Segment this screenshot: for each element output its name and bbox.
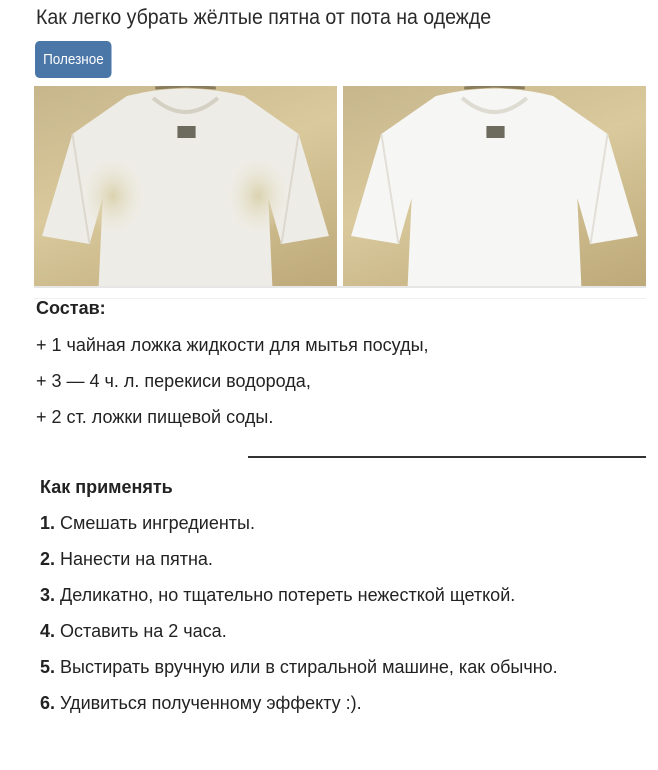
step-number: 2. — [40, 549, 56, 569]
list-item: + 2 ст. ложки пищевой соды. — [36, 407, 274, 427]
step-text: Выстирать вручную или в стиральной машине, как обычно. — [60, 657, 558, 677]
tshirt-image — [34, 86, 337, 286]
section-divider — [248, 456, 646, 458]
step-number: 6. — [40, 693, 56, 713]
step-number: 1. — [40, 513, 56, 533]
list-item: + 3 — 4 ч. л. перекиси водорода, — [36, 371, 311, 391]
step-text: Деликатно, но тщательно потереть нежесткой щеткой. — [60, 585, 516, 605]
step-item — [40, 613, 558, 649]
step-item — [40, 505, 558, 541]
step-item — [40, 649, 558, 685]
step-text: Смешать ингредиенты. — [60, 513, 255, 533]
step-number: 3. — [40, 585, 56, 605]
step-text: Оставить на 2 часа. — [60, 621, 227, 641]
step-item — [40, 685, 558, 721]
step-number: 5. — [40, 657, 56, 677]
category-tag[interactable]: Полезное — [35, 41, 112, 78]
photo-before[interactable] — [34, 86, 337, 286]
article-title: Как легко убрать жёлтые пятна от пота на одежде — [36, 6, 492, 29]
photo-divider — [34, 286, 646, 299]
ingredients-list — [36, 327, 429, 435]
ingredients-heading: Состав: — [36, 298, 106, 318]
step-text: Нанести на пятна. — [60, 549, 213, 569]
step-text: Удивиться полученному эффекту :). — [60, 693, 362, 713]
photo-after[interactable] — [343, 86, 646, 286]
list-item: + 1 чайная ложка жидкости для мытья посуды, — [36, 335, 429, 355]
step-number: 4. — [40, 621, 56, 641]
tshirt-image — [343, 86, 646, 286]
usage-heading: Как применять — [40, 477, 173, 497]
usage-steps — [40, 505, 558, 721]
step-item — [40, 577, 558, 613]
photo-gallery — [34, 86, 646, 286]
step-item — [40, 541, 558, 577]
